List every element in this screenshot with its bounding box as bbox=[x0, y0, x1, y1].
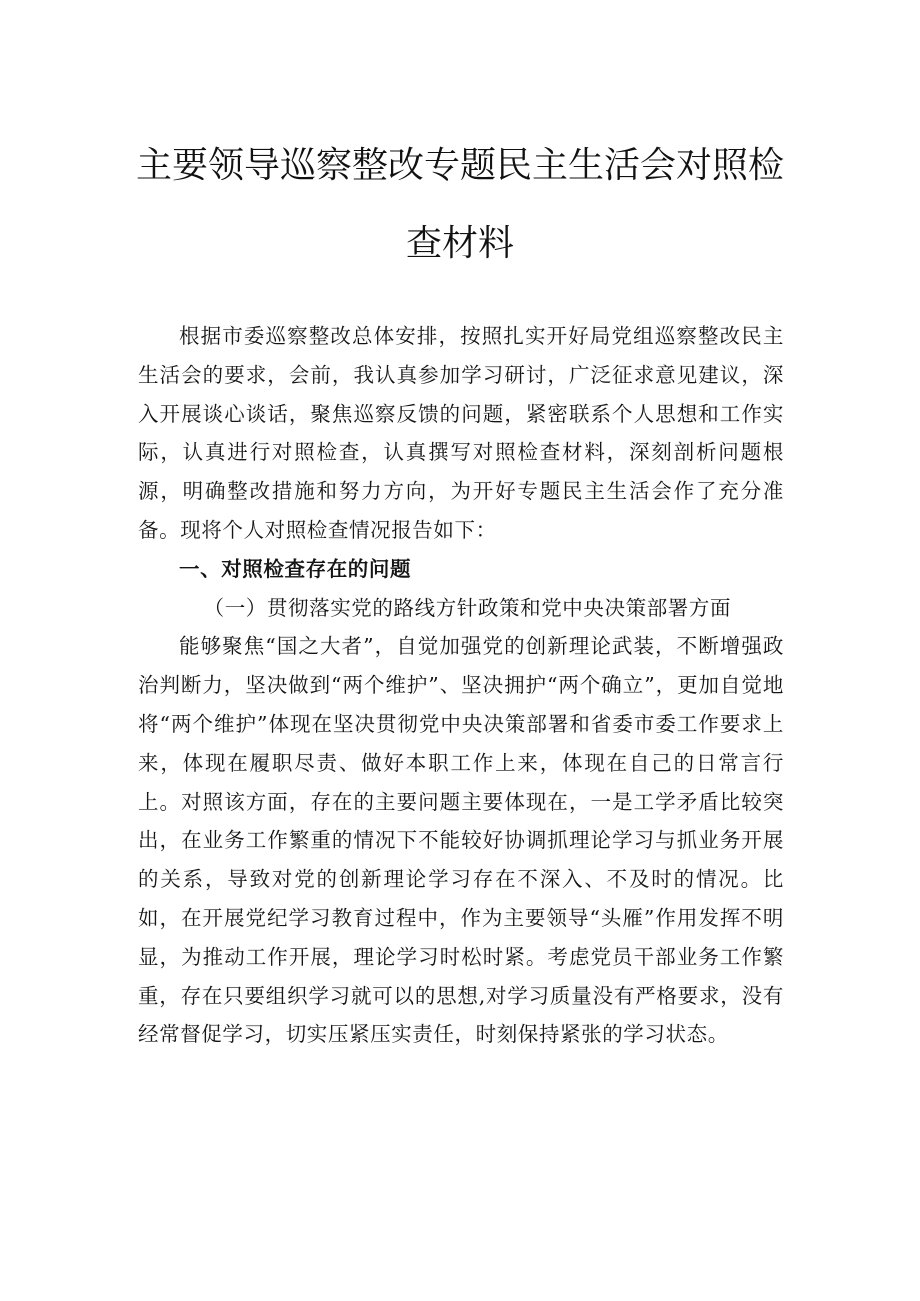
body-paragraph: 能够聚焦“国之大者”，自觉加强党的创新理论武装，不断增强政治判断力，坚决做到“两个维护”、坚决拥护“两个确立”，更加自觉地将“两个维护”体现在坚决贯彻党中央决策部署和省委市委工作要求上来，体现在履职尽责、做好本职工作上来，体现在自己的日常言行上。对照该方面，存在的主要问题主要体现在，一是工学矛盾比较突出，在业务工作繁重的情况下不能较好协调抓理论学习与抓业务开展的关系，导致对党的创新理论学习存在不深入、不及时的情况。比如，在开展党纪学习教育过程中，作为主要领导“头雁”作用发挥不明显，为推动工作开展，理论学习时松时紧。考虑党员干部业务工作繁重，存在只要组织学习就可以的思想,对学习质量没有严格要求，没有经常督促学习，切实压紧压实责任，时刻保持紧张的学习状态。 bbox=[138, 634, 784, 1047]
subsection-heading: （一）贯彻落实党的路线方针政策和党中央决策部署方面 bbox=[203, 595, 732, 620]
intro-paragraph: 根据市委巡察整改总体安排，按照扎实开好局党组巡察整改民主生活会的要求，会前，我认真参加学习研讨，广泛征求意见建议，深入开展谈心谈话，聚焦巡察反馈的问题，紧密联系个人思想和工作实际，认真进行对照检查，认真撰写对照检查材料，深刻剖析问题根源，明确整改措施和努力方向，为开好专题民主生活会作了充分准备。现将个人对照检查情况报告如下： bbox=[138, 324, 784, 542]
document-title-line-1: 主要领导巡察整改专题民主生活会对照检 bbox=[135, 145, 784, 186]
document-title-line-2: 查材料 bbox=[405, 223, 514, 264]
document-body bbox=[138, 317, 784, 1054]
section-heading: 一、对照检查存在的问题 bbox=[179, 556, 412, 581]
